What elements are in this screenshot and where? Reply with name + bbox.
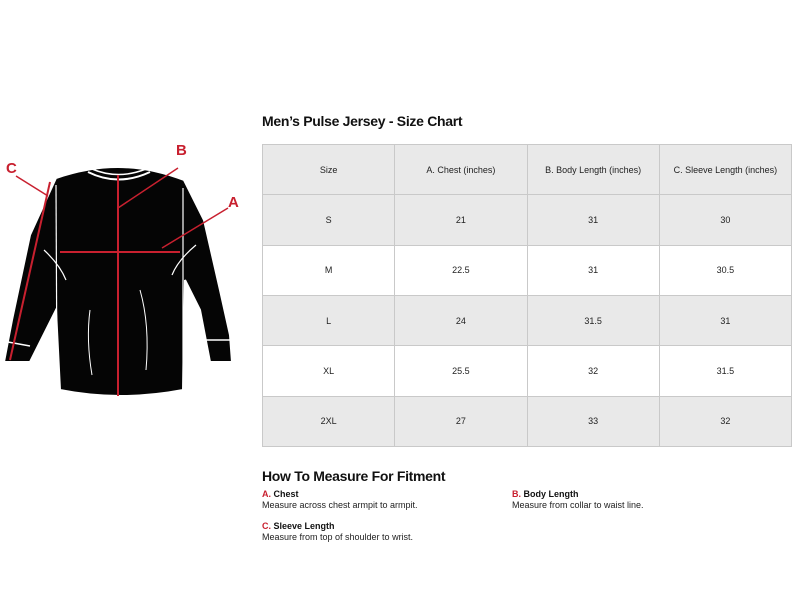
header-body-length: B. Body Length (inches)	[527, 145, 659, 195]
measure-letter: A.	[262, 489, 271, 499]
cell-chest: 24	[395, 295, 527, 345]
table-row	[263, 346, 792, 396]
cell-body-length: 31.5	[527, 295, 659, 345]
cell-sleeve-length: 32	[659, 396, 791, 446]
measure-letter: C.	[262, 521, 271, 531]
cell-sleeve-length: 31.5	[659, 346, 791, 396]
table-row	[263, 195, 792, 245]
measure-chest	[262, 489, 418, 511]
measure-body-length	[512, 489, 644, 511]
header-sleeve-length: C. Sleeve Length (inches)	[659, 145, 791, 195]
cell-body-length: 31	[527, 195, 659, 245]
cell-chest: 25.5	[395, 346, 527, 396]
marker-b: B	[176, 142, 187, 159]
measure-sleeve-length	[262, 521, 413, 543]
header-size: Size	[263, 145, 395, 195]
size-chart-table	[262, 144, 792, 447]
measure-letter: B.	[512, 489, 521, 499]
cell-sleeve-length: 31	[659, 295, 791, 345]
marker-a: A	[228, 194, 239, 211]
table-row	[263, 295, 792, 345]
page-title: Men’s Pulse Jersey - Size Chart	[262, 113, 463, 129]
cell-body-length: 33	[527, 396, 659, 446]
cell-size: L	[263, 295, 395, 345]
jersey-diagram	[0, 140, 250, 410]
howto-heading: How To Measure For Fitment	[262, 468, 446, 484]
marker-c: C	[6, 160, 17, 177]
measure-description: Measure from top of shoulder to wrist.	[262, 532, 414, 542]
table-header-row	[263, 145, 792, 195]
table-row	[263, 396, 792, 446]
cell-sleeve-length: 30.5	[659, 245, 791, 295]
cell-size: M	[263, 245, 395, 295]
measure-description: Measure across chest armpit to armpit.	[262, 500, 418, 510]
cell-body-length: 32	[527, 346, 659, 396]
cell-chest: 27	[395, 396, 527, 446]
cell-chest: 22.5	[395, 245, 527, 295]
cell-size: XL	[263, 346, 395, 396]
header-chest: A. Chest (inches)	[395, 145, 527, 195]
cell-size: 2XL	[263, 396, 395, 446]
leader-line-c	[16, 176, 48, 196]
cell-size: S	[263, 195, 395, 245]
table-row	[263, 245, 792, 295]
measure-name: Chest	[273, 489, 299, 499]
measure-name: Body Length	[523, 489, 579, 499]
measure-description: Measure from collar to waist line.	[512, 500, 644, 510]
cell-chest: 21	[395, 195, 527, 245]
cell-body-length: 31	[527, 245, 659, 295]
measure-name: Sleeve Length	[273, 521, 335, 531]
jersey-illustration	[0, 140, 250, 410]
cell-sleeve-length: 30	[659, 195, 791, 245]
